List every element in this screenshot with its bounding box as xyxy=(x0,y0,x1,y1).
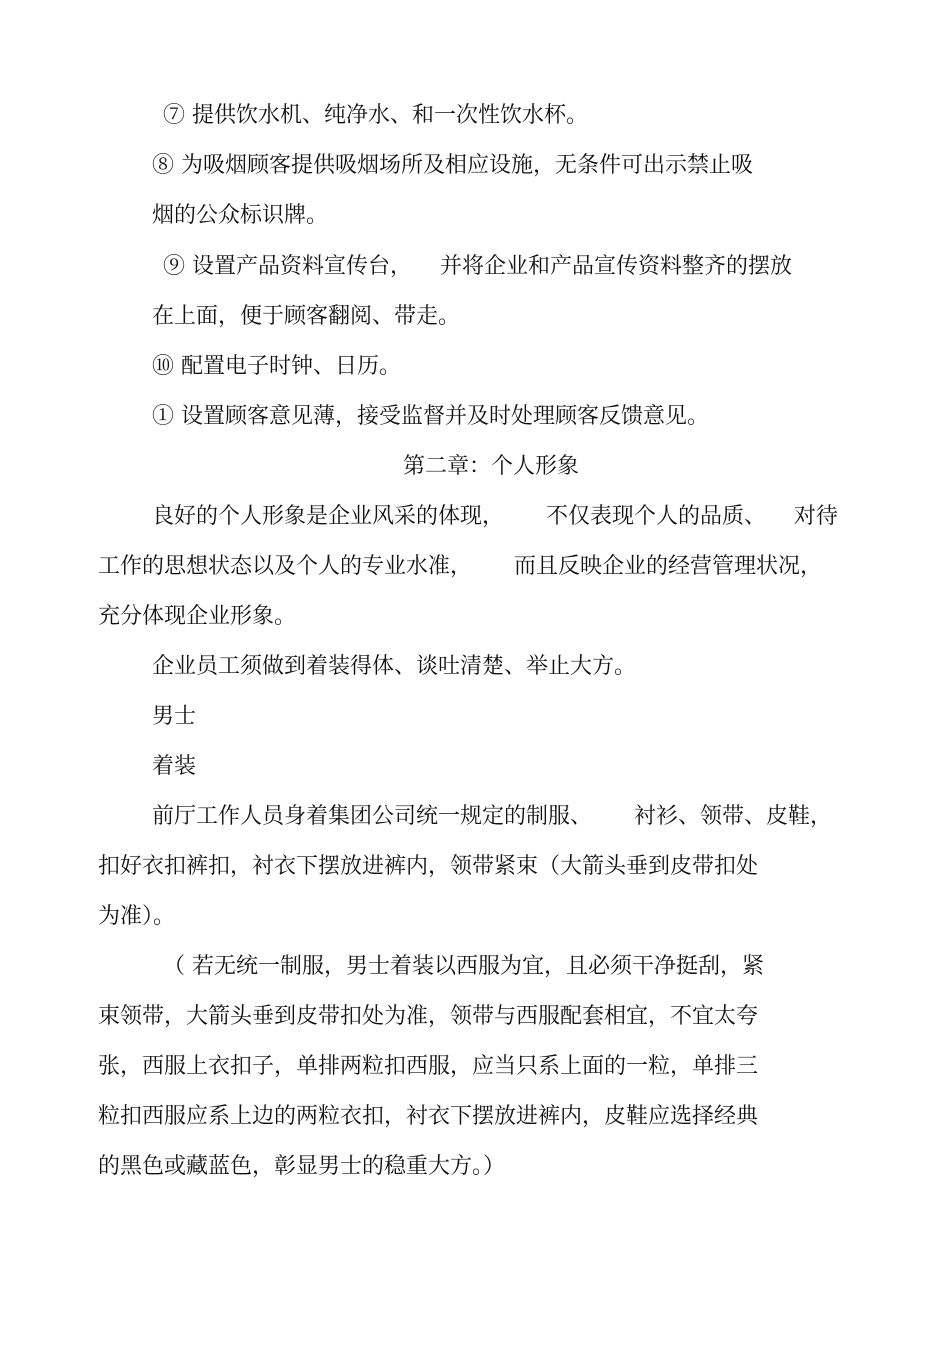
section-heading-men: 男士 xyxy=(152,704,197,729)
attire-paragraph-line1: 前厅工作人员身着集团公司统一规定的制服、 衬衫、领带、皮鞋， xyxy=(152,804,832,829)
list-item-10: ⑩ 配置电子时钟、日历。 xyxy=(152,354,401,379)
attire-paragraph-line3: 为准）。 xyxy=(98,904,176,929)
chapter-title: 第二章：个人形象 xyxy=(403,454,580,479)
intro-paragraph-line3: 充分体现企业形象。 xyxy=(98,604,297,629)
intro-paragraph-line2: 工作的思想状态以及个人的专业水准， 而且反映企业的经营管理状况， xyxy=(98,554,822,579)
intro-paragraph-2: 企业员工须做到着装得体、谈吐清楚、举止大方。 xyxy=(152,654,637,679)
list-item-9-line1: ⑨ 设置产品资料宣传台， 并将企业和产品宣传资料整齐的摆放 xyxy=(163,254,792,279)
list-item-8-line2: 烟的公众标识牌。 xyxy=(152,203,329,228)
section-subheading-attire: 着装 xyxy=(152,754,197,779)
list-item-8-line1: ⑧ 为吸烟顾客提供吸烟场所及相应设施，无条件可出示禁止吸 xyxy=(152,153,753,178)
list-item-9-line2: 在上面，便于顾客翻阅、带走。 xyxy=(152,304,461,329)
suit-note-line3: 张，西服上衣扣子，单排两粒扣西服，应当只系上面的一粒，单排三 xyxy=(98,1054,759,1079)
suit-note-line2: 束领带，大箭头垂到皮带扣处为准，领带与西服配套相宜，不宜太夸 xyxy=(98,1004,759,1029)
list-item-7: ⑦ 提供饮水机、纯净水、和一次性饮水杯。 xyxy=(163,103,588,128)
suit-note-line1: （ 若无统一制服，男士着装以西服为宜，且必须干净挺刮，紧 xyxy=(163,954,764,979)
suit-note-line5: 的黑色或藏蓝色，彰显男士的稳重大方。） xyxy=(98,1154,506,1179)
suit-note-line4: 粒扣西服应系上边的两粒衣扣，衬衣下摆放进裤内，皮鞋应选择经典 xyxy=(98,1104,759,1129)
list-item-11: ① 设置顾客意见薄，接受监督并及时处理顾客反馈意见。 xyxy=(152,404,709,429)
intro-paragraph-line1: 良好的个人形象是企业风采的体现， 不仅表现个人的品质、 对待 xyxy=(152,504,838,529)
attire-paragraph-line2: 扣好衣扣裤扣，衬衣下摆放进裤内，领带紧束（大箭头垂到皮带扣处 xyxy=(98,854,759,879)
